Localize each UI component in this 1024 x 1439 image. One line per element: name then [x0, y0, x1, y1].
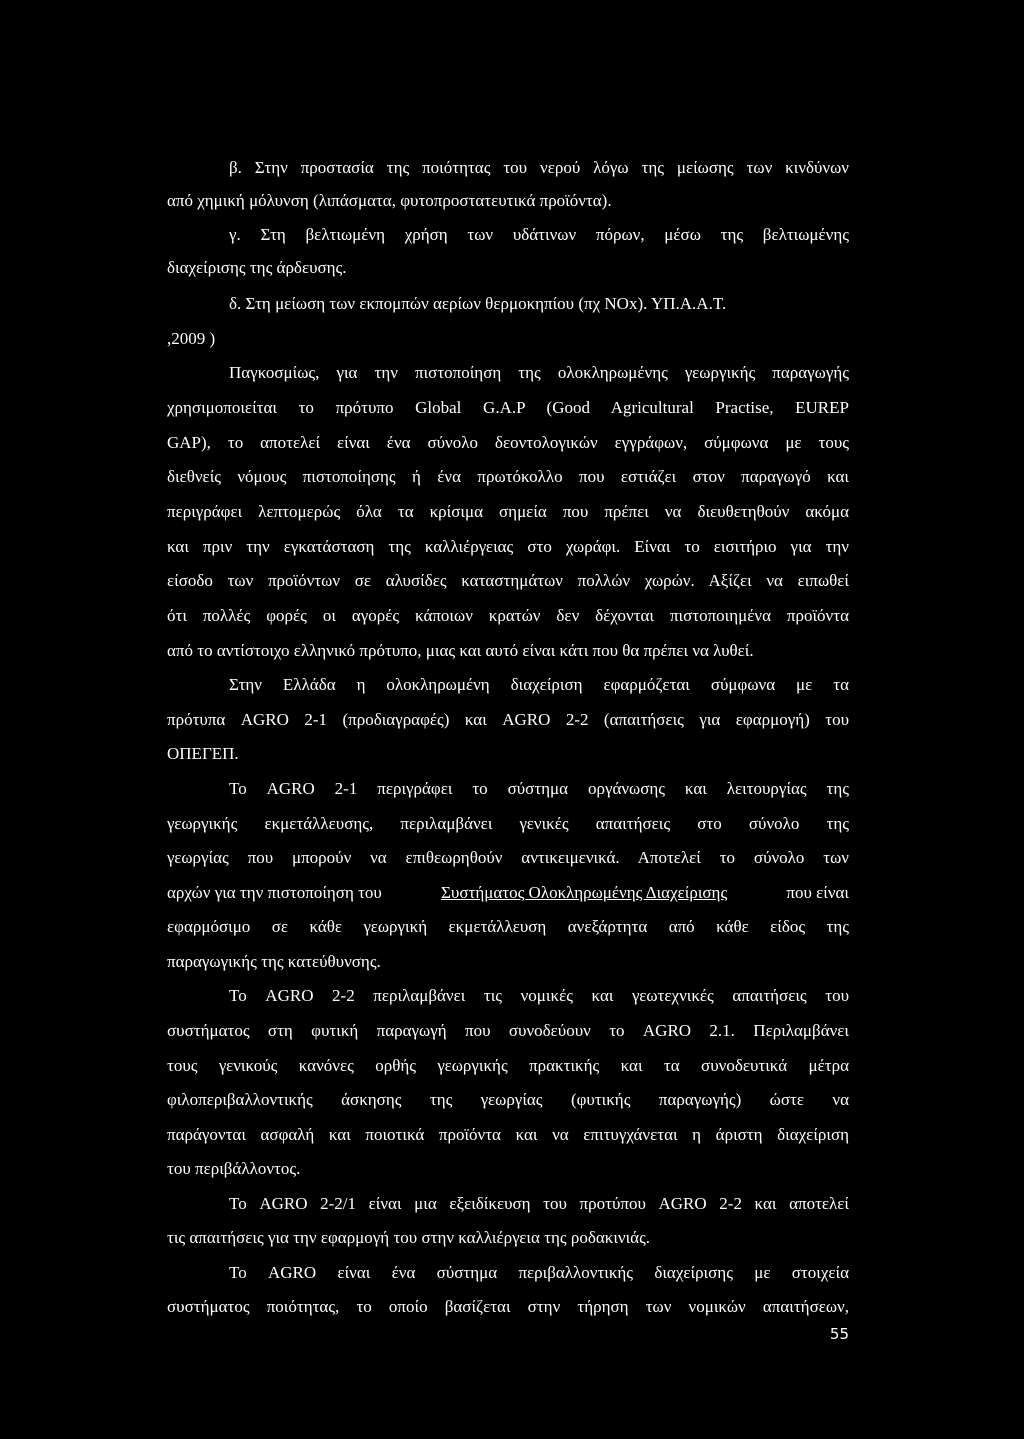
- text-line: Το AGRO 2-2 περιλαμβάνει τις νομικές και γεωτεχνικές απαιτήσεις του: [229, 986, 849, 1005]
- text-line: Το AGRO είναι ένα σύστημα περιβαλλοντικής διαχείρισης με στοιχεία: [229, 1263, 849, 1282]
- text-line: Το AGRO 2-2/1 είναι μια εξειδίκευση του προτύπου AGRO 2-2 και αποτελεί: [229, 1194, 849, 1213]
- text-line: διεθνείς νόμους πιστοποίησης ή ένα πρωτόκολλο που εστιάζει στον παραγωγό και: [167, 467, 849, 486]
- underlined-text: Συστήματος Ολοκληρωμένης Διαχείρισης: [441, 883, 728, 902]
- text-line: διαχείρισης της άρδευσης.: [167, 258, 347, 277]
- text-line: τους γενικούς κανόνες ορθής γεωργικής πρακτικής και τα συνοδευτικά μέτρα: [167, 1056, 849, 1075]
- page-number: 55: [829, 1325, 849, 1343]
- text-line: παράγονται ασφαλή και ποιοτικά προϊόντα και να επιτυγχάνεται η άριστη διαχείριση: [167, 1125, 849, 1144]
- text-line: από χημική μόλυνση (λιπάσματα, φυτοπροστατευτικά προϊόντα).: [167, 191, 612, 210]
- text-line: ,2009 ): [167, 329, 216, 348]
- text-line: [167, 882, 849, 904]
- text-line: ΟΠΕΓΕΠ.: [167, 744, 239, 763]
- text-line: συστήματος στη φυτική παραγωγή που συνοδεύουν το AGRO 2.1. Περιλαμβάνει: [167, 1021, 849, 1040]
- text-line: Το AGRO 2-1 περιγράφει το σύστημα οργάνωσης και λειτουργίας της: [229, 779, 849, 798]
- text-line: από το αντίστοιχο ελληνικό πρότυπο, μιας και αυτό είναι κάτι που θα πρέπει να λυθεί.: [167, 641, 754, 660]
- text-line: παραγωγικής της κατεύθυνσης.: [167, 952, 381, 971]
- text-line: πρότυπα AGRO 2-1 (προδιαγραφές) και AGRO 2-2 (απαιτήσεις για εφαρμογή) του: [167, 710, 849, 729]
- text-line: τις απαιτήσεις για την εφαρμογή του στην καλλιέργεια της ροδακινιάς.: [167, 1228, 651, 1247]
- text-line: β. Στην προστασία της ποιότητας του νερού λόγω της μείωσης των κινδύνων: [229, 158, 849, 177]
- text-segment: που είναι: [786, 883, 849, 902]
- text-line: γ. Στη βελτιωμένη χρήση των υδάτινων πόρων, μέσω της βελτιωμένης: [229, 225, 849, 244]
- text-line: φιλοπεριβαλλοντικής άσκησης της γεωργίας (φυτικής παραγωγής) ώστε να: [167, 1090, 849, 1109]
- text-line: συστήματος ποιότητας, το οποίο βασίζεται στην τήρηση των νομικών απαιτήσεων,: [167, 1297, 849, 1316]
- text-line: και πριν την εγκατάσταση της καλλιέργειας στο χωράφι. Είναι το εισιτήριο για την: [167, 537, 849, 556]
- text-line: είσοδο των προϊόντων σε αλυσίδες καταστημάτων πολλών χωρών. Αξίζει να ειπωθεί: [167, 571, 849, 590]
- text-line: GAP), το αποτελεί είναι ένα σύνολο δεοντολογικών εγγράφων, σύμφωνα με τους: [167, 433, 849, 452]
- text-line: εφαρμόσιμο σε κάθε γεωργική εκμετάλλευση ανεξάρτητα από κάθε είδος της: [167, 917, 849, 936]
- text-line: δ. Στη μείωση των εκπομπών αερίων θερμοκηπίου (πχ NOx). ΥΠ.Α.Α.Τ.: [229, 294, 727, 313]
- text-line: Παγκοσμίως, για την πιστοποίηση της ολοκληρωμένης γεωργικής παραγωγής: [229, 363, 849, 382]
- text-segment: αρχών για την πιστοποίηση του: [167, 883, 382, 902]
- text-line: χρησιμοποιείται το πρότυπο Global G.A.P (Good Agricultural Practise, EUREP: [167, 398, 849, 417]
- text-line: περιγράφει λεπτομερώς όλα τα κρίσιμα σημεία που πρέπει να διευθετηθούν ακόμα: [167, 502, 849, 521]
- text-line: Στην Ελλάδα η ολοκληρωμένη διαχείριση εφαρμόζεται σύμφωνα με τα: [229, 675, 849, 694]
- text-line: ότι πολλές φορές οι αγορές κάποιων κρατών δεν δέχονται πιστοποιημένα προϊόντα: [167, 606, 849, 625]
- text-line: γεωργίας που μπορούν να επιθεωρηθούν αντικειμενικά. Αποτελεί το σύνολο των: [167, 848, 849, 867]
- text-line: γεωργικής εκμετάλλευσης, περιλαμβάνει γενικές απαιτήσεις στο σύνολο της: [167, 814, 849, 833]
- text-line: του περιβάλλοντος.: [167, 1159, 301, 1178]
